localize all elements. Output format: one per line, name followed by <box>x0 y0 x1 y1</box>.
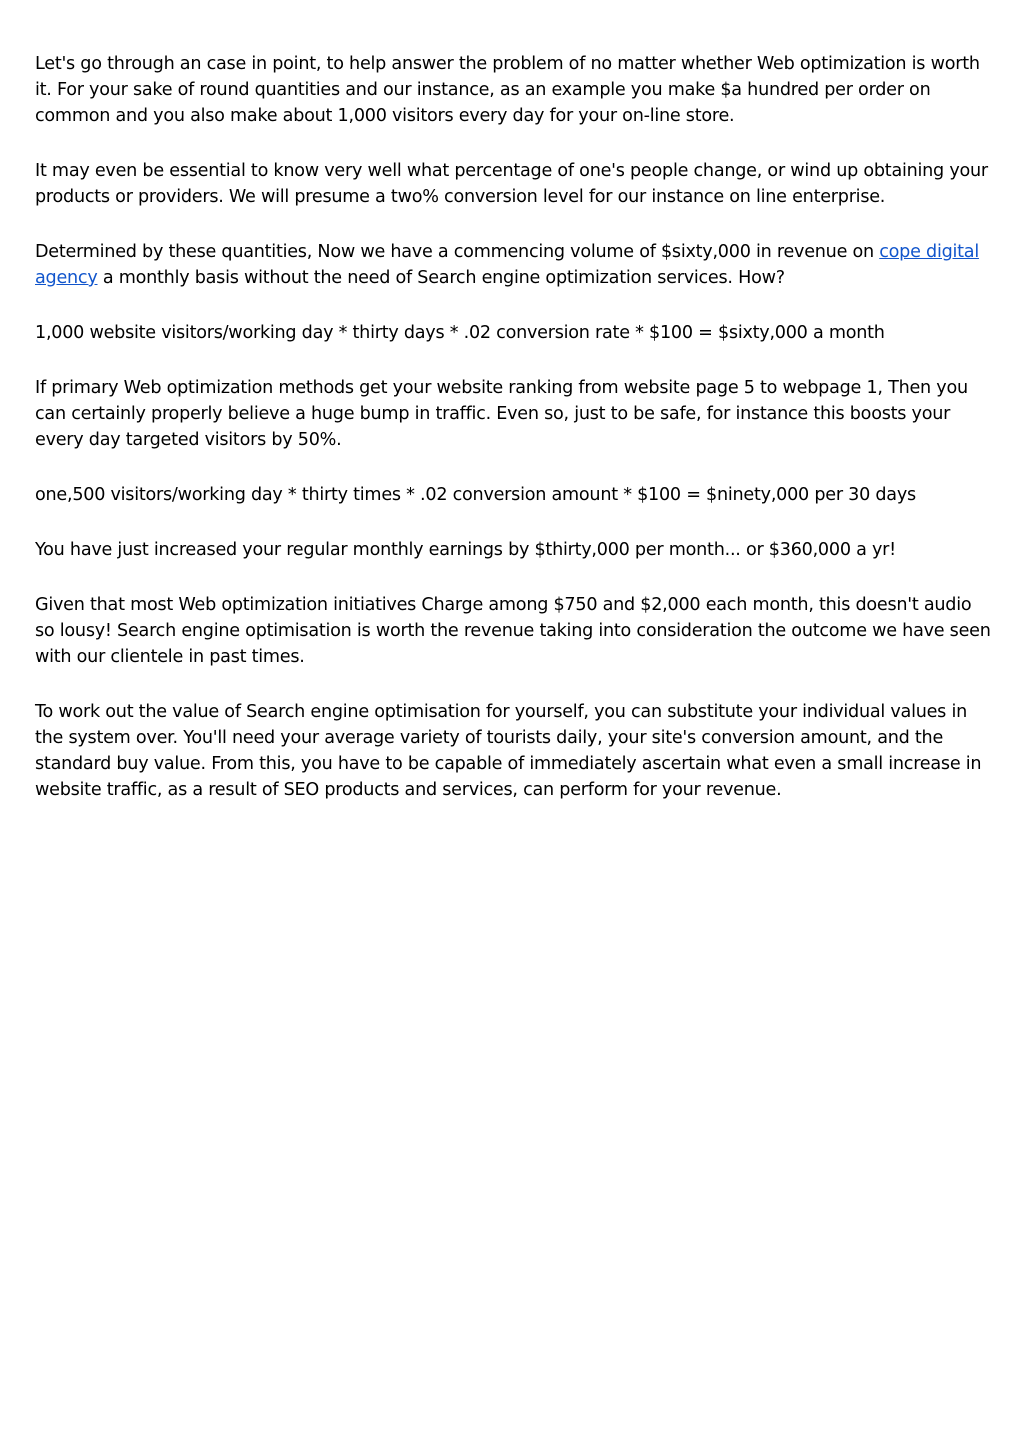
paragraph-formula-improved: one,500 visitors/working day * thirty times * .02 conversion amount * $100 = $ninety,000 per 30 days <box>35 485 916 505</box>
paragraph-intro-example: Let's go through an case in point, to help answer the problem of no matter whether Web optimization is worth it. For your sake of round quantities and our instance, as an example you make $a hundred per order on common and you also make about 1,000 visitors every day for your on-line store. <box>35 54 980 126</box>
paragraph-starting-revenue-text-after: a monthly basis without the need of Search engine optimization services. How? <box>97 268 785 288</box>
paragraph-conversion-percentage: It may even be essential to know very well what percentage of one's people change, or wind up obtaining your products or providers. We will presume a two% conversion level for our instance on line enterprise. <box>35 161 988 207</box>
paragraph-calculate-value: To work out the value of Search engine optimisation for yourself, you can substitute your individual values in the system over. You'll need your average variety of tourists daily, your site's conversion amount, and the standard buy value. From this, you have to be capable of immediately ascertain what even a small increase in website traffic, as a result of SEO products and services, can perform for your revenue. <box>35 702 982 800</box>
paragraph-starting-revenue <box>35 239 995 291</box>
document-page <box>35 51 995 832</box>
paragraph-starting-revenue-text-before: Determined by these quantities, Now we have a commencing volume of $sixty,000 in revenue on <box>35 242 880 262</box>
paragraph-formula-baseline: 1,000 website visitors/working day * thirty days * .02 conversion rate * $100 = $sixty,000 a month <box>35 323 885 343</box>
cope-digital-agency-link[interactable]: cope digital agency <box>35 242 979 288</box>
paragraph-increased-earnings: You have just increased your regular monthly earnings by $thirty,000 per month... or $360,000 a yr! <box>35 540 896 560</box>
paragraph-seo-cost: Given that most Web optimization initiatives Charge among $750 and $2,000 each month, this doesn't audio so lousy! Search engine optimisation is worth the revenue taking into consideration the outcome we have seen with our clientele in past times. <box>35 595 991 667</box>
paragraph-ranking-improvement: If primary Web optimization methods get your website ranking from website page 5 to webpage 1, Then you can certainly properly believe a huge bump in traffic. Even so, just to be safe, for instance this boosts your every day targeted visitors by 50%. <box>35 378 968 450</box>
